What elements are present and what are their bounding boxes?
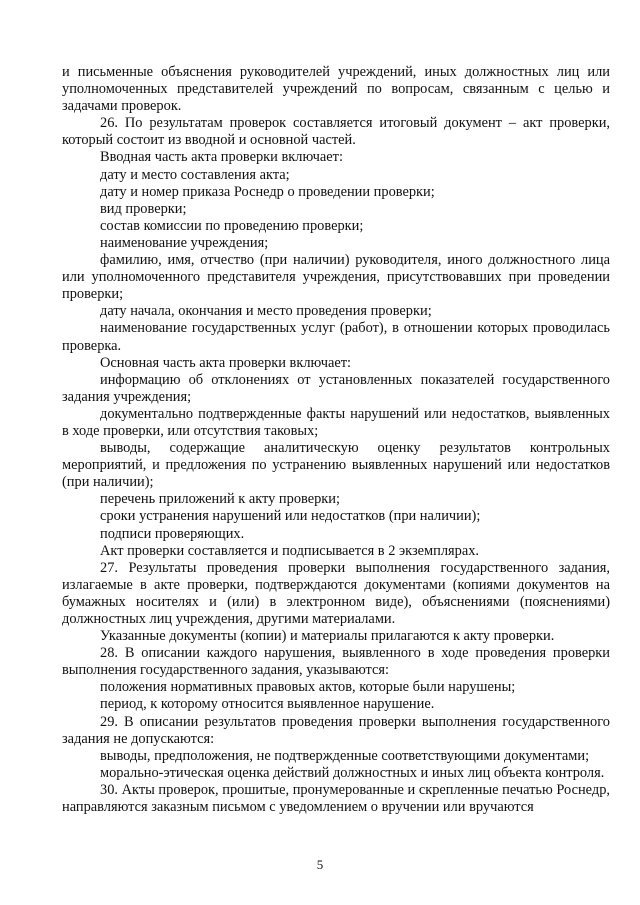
paragraph: морально-этическая оценка действий должностных и иных лиц объекта контроля. [100, 764, 605, 781]
paragraph: 30. Акты проверок, прошитые, пронумерованные и скрепленные печатью Роснедр, направляются заказным письмом с уведомлением о вручении или вручаются [62, 781, 610, 816]
paragraph: Основная часть акта проверки включает: [100, 354, 352, 371]
paragraph: вид проверки; [100, 200, 187, 217]
paragraph: наименование государственных услуг (работ), в отношении которых проводилась проверка. [62, 320, 610, 354]
page-number: 5 [316, 857, 324, 872]
paragraph: период, к которому относится выявленное нарушение. [100, 696, 435, 713]
paragraph: сроки устранения нарушений или недостатков (при наличии); [100, 508, 481, 525]
paragraph: Указанные документы (копии) и материалы прилагаются к акту проверки. [100, 628, 555, 645]
paragraph: подписи проверяющих. [100, 525, 245, 542]
paragraph: 26. По результатам проверок составляется итоговый документ – акт проверки, который состоит из вводной и основной частей. [62, 115, 610, 149]
paragraph: дату начала, окончания и место проведения проверки; [100, 303, 432, 320]
paragraph: Вводная часть акта проверки включает: [100, 149, 343, 166]
paragraph: фамилию, имя, отчество (при наличии) руководителя, иного должностного лица или уполномоченного представителя учреждения, присутствовавших при проведении проверки; [62, 252, 610, 303]
paragraph: положения нормативных правовых актов, которые были нарушены; [100, 679, 516, 696]
paragraph: информацию об отклонениях от установленных показателей государственного задания учреждения; [62, 371, 610, 405]
paragraph: состав комиссии по проведению проверки; [100, 217, 364, 234]
paragraph: 28. В описании каждого нарушения, выявленного в ходе проведения проверки выполнения государственного задания, указываются: [62, 645, 610, 679]
paragraph: и письменные объяснения руководителей учреждений, иных должностных лиц или уполномоченных представителей учреждений по вопросам, связанным с целью и задачами проверок. [62, 64, 610, 115]
paragraph: документально подтвержденные факты нарушений или недостатков, выявленных в ходе проверки, или отсутствия таковых; [62, 405, 610, 439]
paragraph: Акт проверки составляется и подписывается в 2 экземплярах. [100, 542, 480, 559]
document-body [62, 64, 610, 816]
paragraph: дату и номер приказа Роснедр о проведении проверки; [100, 183, 435, 200]
paragraph: перечень приложений к акту проверки; [100, 491, 341, 508]
paragraph: 27. Результаты проведения проверки выполнения государственного задания, излагаемые в акте проверки, подтверждаются документами (копиями документов на бумажных носителях и (или) в электронном виде), объяснениями (пояснениями) должностных лиц учреждения, другими материалами. [62, 559, 610, 627]
paragraph: наименование учреждения; [100, 234, 269, 251]
paragraph: дату и место составления акта; [100, 166, 290, 183]
paragraph: выводы, предположения, не подтвержденные соответствующими документами; [100, 747, 590, 764]
paragraph: выводы, содержащие аналитическую оценку результатов контрольных мероприятий, и предложения по устранению выявленных нарушений или недостатков (при наличии); [62, 440, 610, 491]
paragraph: 29. В описании результатов проведения проверки выполнения государственного задания не допускаются: [62, 713, 610, 747]
